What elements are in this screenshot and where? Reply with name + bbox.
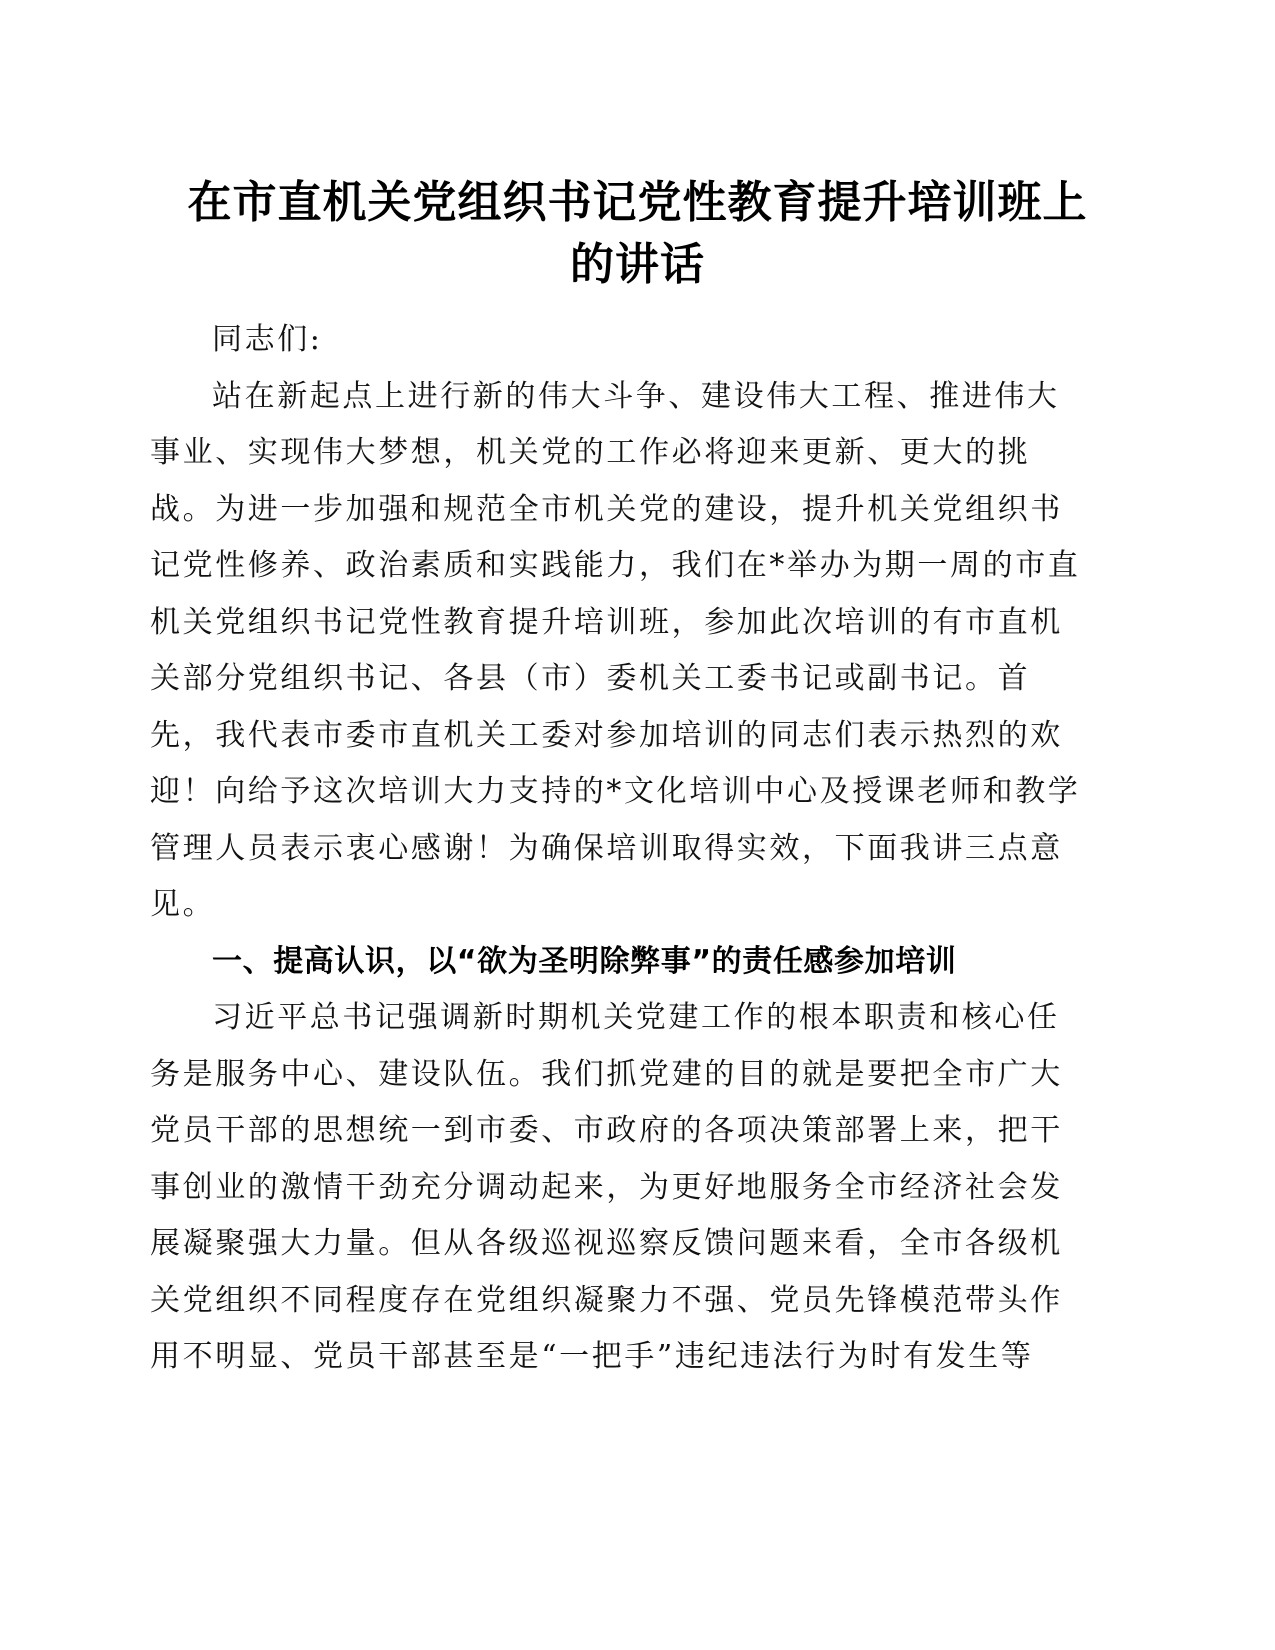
paragraph-1-line: 机关党组织书记党性教育提升培训班，参加此次培训的有市直机 — [150, 604, 1063, 640]
paragraph-2-line: 习近平总书记强调新时期机关党建工作的根本职责和核心任 — [212, 1000, 1060, 1035]
title-line-2: 的讲话 — [570, 239, 705, 290]
paragraph-1-line: 迎！向给予这次培训大力支持的*文化培训中心及授课老师和教学 — [150, 774, 1081, 809]
paragraph-2-line: 务是服务中心、建设队伍。我们抓党建的目的就是要把全市广大 — [150, 1056, 1063, 1092]
section-1-heading: 一、提高认识，以“欲为圣明除弊事”的责任感参加培训 — [212, 943, 957, 979]
paragraph-2-line: 关党组织不同程度存在党组织凝聚力不强、党员先锋模范带头作 — [150, 1282, 1063, 1318]
paragraph-2-line: 党员干部的思想统一到市委、市政府的各项决策部署上来，把干 — [150, 1113, 1063, 1148]
paragraph-1-line: 管理人员表示衷心感谢！为确保培训取得实效，下面我讲三点意 — [150, 830, 1063, 866]
paragraph-2-line: 事创业的激情干劲充分调动起来，为更好地服务全市经济社会发 — [150, 1169, 1063, 1205]
paragraph-2-line: 展凝聚强大力量。但从各级巡视巡察反馈问题来看，全市各级机 — [150, 1226, 1063, 1261]
paragraph-1-line: 关部分党组织书记、各县（市）委机关工委书记或副书记。首 — [150, 661, 1031, 696]
paragraph-1-line: 事业、实现伟大梦想，机关党的工作必将迎来更新、更大的挑 — [150, 435, 1031, 470]
paragraph-1-line: 记党性修养、政治素质和实践能力，我们在*举办为期一周的市直 — [150, 548, 1081, 583]
document-title — [150, 172, 1125, 296]
paragraph-1-line: 战。为进一步加强和规范全市机关党的建设，提升机关党组织书 — [150, 491, 1063, 527]
paragraph-1-line: 见。 — [150, 887, 216, 922]
paragraph-1-line: 先，我代表市委市直机关工委对参加培训的同志们表示热烈的欢 — [150, 717, 1063, 753]
paragraph-1-line: 站在新起点上进行新的伟大斗争、建设伟大工程、推进伟大 — [212, 378, 1060, 414]
salutation: 同志们: — [212, 322, 323, 357]
document-body — [150, 312, 1125, 1386]
title-line-1: 在市直机关党组织书记党性教育提升培训班上 — [187, 177, 1088, 228]
paragraph-2-line: 用不明显、党员干部甚至是“一把手”违纪违法行为时有发生等 — [150, 1339, 1034, 1374]
